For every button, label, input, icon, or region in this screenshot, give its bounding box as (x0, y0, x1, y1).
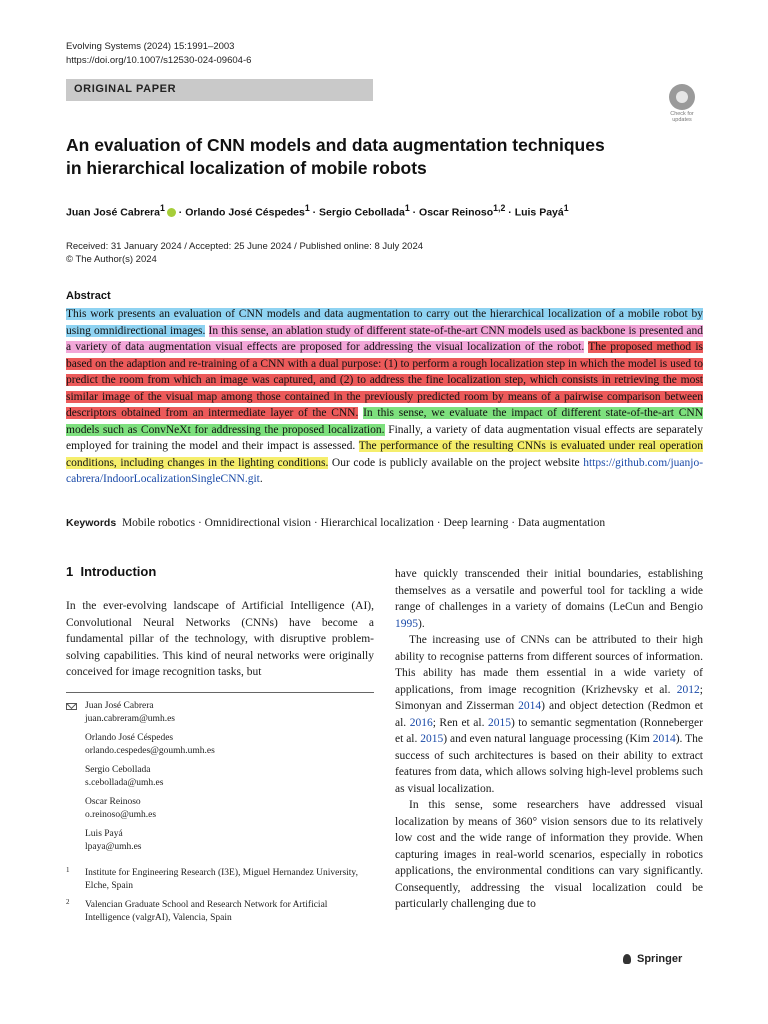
section-heading: 1 Introduction (66, 564, 157, 579)
doi-link[interactable]: https://doi.org/10.1007/s12530-024-09604-6 (66, 55, 252, 66)
check-for-updates-badge[interactable] (660, 84, 704, 126)
author-contact: Luis Payá lpaya@umh.es (66, 828, 374, 853)
author-name[interactable]: Oscar Reinoso (419, 206, 494, 219)
author-contact: Juan José Cabrera juan.cabreram@umh.es (66, 700, 374, 725)
highlight-sentence: In this sense, an ablation study of different state-of-the-art CNN models used as backbone is presented and a variety of data augmentation visual effects are proposed for addressing the visual localization of the robot. (66, 324, 704, 353)
intro-right-column (395, 566, 703, 913)
author-contact: Sergio Cebollada s.cebollada@umh.es (66, 764, 374, 789)
author-affiliations (66, 700, 374, 931)
author-name[interactable]: Orlando José Céspedes (185, 206, 305, 219)
author-contact: Oscar Reinoso o.reinoso@umh.es (66, 796, 374, 821)
author-name[interactable]: Luis Payá (514, 206, 564, 219)
check-updates-icon (669, 84, 695, 110)
paper-title: An evaluation of CNN models and data augmentation techniques in hierarchical localization of mobile robots (66, 135, 605, 178)
paragraph: have quickly transcended their initial boundaries, establishing themselves as a versatile and powerful tool for tackling a wide range of challenges in a variety of domains (LeCun and Bengio 1995). (395, 568, 703, 630)
springer-horse-icon (622, 953, 633, 965)
highlight-sentence: The proposed method is based on the adaption and re-training of a CNN with a dual purpose: (1) to perform a rough localization step in which the model is used to predict the room from which an image was captured, and (2) to address the fine localization step, which consists in retrieving the most similar image of the visual map among those contained in the previously predicted room by means of a pairwise comparison between descriptors obtained from an intermediate layer of the CNN. (66, 341, 704, 419)
keywords-label: Keywords (66, 517, 117, 529)
email-link[interactable]: o.reinoso@umh.es (85, 809, 157, 820)
email-link[interactable]: s.cebollada@umh.es (85, 777, 164, 788)
badge-label: Check for updates (670, 111, 694, 123)
citation-link[interactable]: 1995 (395, 617, 418, 630)
email-link[interactable]: orlando.cespedes@goumh.umh.es (85, 745, 215, 756)
highlight-sentence: The performance of the resulting CNNs is evaluated under real operation conditions, including changes in the lighting conditions. (66, 440, 704, 469)
footnote-divider (66, 692, 374, 693)
envelope-icon (66, 703, 77, 710)
highlight-sentence: In this sense, we evaluate the impact of different state-of-the-art CNN models such as ConvNeXt for addressing the proposed localization. (66, 407, 703, 436)
paragraph: The increasing use of CNNs can be attributed to their high ability to recognise patterns from different sources of information. This ability has made them essential in a wide variety of applications, from image recognition (Krizhevsky et al. 2012; Simonyan and Zisserman 2014) and object detection (Redmon et al. 2016; Ren et al. 2015) to semantic segmentation (Ronneberger et al. 2015) and even natural language processing (Kim 2014). The success of such architectures is based on their ability to extract features from data, which allows solving high-level problems such as visual localization. (395, 634, 703, 795)
publisher-logo: Springer (622, 953, 682, 965)
author-name[interactable]: Sergio Cebollada (319, 206, 405, 219)
author-contact: Orlando José Céspedes orlando.cespedes@goumh.umh.es (66, 732, 374, 757)
intro-left-column (66, 598, 374, 681)
journal-citation: Evolving Systems (2024) 15:1991–2003 (66, 41, 235, 52)
institution-1: 1 Institute for Engineering Research (I3E), Miguel Hernandez University, Elche, Spain (66, 866, 358, 891)
author-name[interactable]: Juan José Cabrera (66, 206, 160, 219)
citation-link[interactable]: 2015 (487, 716, 511, 729)
citation-link[interactable]: 2014 (518, 700, 542, 712)
orcid-icon[interactable] (167, 208, 176, 217)
code-repository-link[interactable]: https://github.com/juanjo-cabrera/IndoorLocalizationSingleCNN.git (66, 456, 704, 485)
publication-dates: Received: 31 January 2024 / Accepted: 25 June 2024 / Published online: 8 July 2024 © The Author(s) 2024 (66, 241, 424, 265)
email-link[interactable]: lpaya@umh.es (85, 841, 142, 852)
email-link[interactable]: juan.cabreram@umh.es (85, 713, 175, 724)
section-label-bar (66, 79, 373, 101)
abstract-heading: Abstract (66, 290, 111, 302)
author-list: Juan José Cabrera$^1$ · Orlando José Céspedes$^1$ · Sergio Cebollada$^1$ · Oscar Reinoso$^{1,2}$ · Luis Payá$^1$ (66, 203, 569, 219)
institution-2: 2 Valencian Graduate School and Research Network for Artificial Intelligence (valgrAI), Valencia, Spain (66, 898, 328, 923)
citation-link[interactable]: 2015 (420, 733, 444, 745)
paragraph: In the ever-evolving landscape of Artificial Intelligence (AI), Convolutional Neural Networks (CNNs) have become a fundamental pillar of the technology, with disruptive problem-solving capabilities. This kind of neural networks were originally conceived for image recognition tasks, but (66, 600, 374, 678)
keywords-line (66, 517, 706, 529)
highlight-sentence: This work presents an evaluation of CNN models and data augmentation to carry out the hierarchical localization of a mobile robot by using omnidirectional images. (66, 308, 703, 337)
section-label: ORIGINAL PAPER (74, 83, 177, 95)
citation-link[interactable]: 2012 (676, 683, 700, 696)
citation-link[interactable]: 2014 (652, 733, 676, 745)
keywords-list: Mobile robotics · Omnidirectional vision · Hierarchical localization · Deep learning · Data augmentation (121, 517, 606, 529)
citation-link[interactable]: 2016 (409, 716, 433, 729)
abstract-body: This work presents an evaluation of CNN models and data augmentation to carry out the hierarchical localization of a mobile robot by using omnidirectional images. In this sense, an ablation study of different state-of-the-art CNN models used as backbone is presented and a variety of data augmentation visual effects are proposed for addressing the visual localization of the robot. The proposed method is based on the adaption and re-training of a CNN with a dual purpose: (1) to perform a rough localization step in which the model is used to predict the room from which an image was captured, and (2) to address the fine localization step, which consists in retrieving the most similar image of the visual map among those contained in the previously predicted room by means of a pairwise comparison between descriptors obtained from an intermediate layer of the CNN. In this sense, we evaluate the impact of different state-of-the-art CNN models such as ConvNeXt for addressing the proposed localization. Finally, a variety of data augmentation visual effects are separately employed for training the model and their impact is assessed. The performance of the resulting CNNs is evaluated under real operation conditions, including changes in the lighting conditions. Our code is publicly available on the project website https://github.com/juanjo-cabrera/IndoorLocalizationSingleCNN.git. (66, 308, 704, 485)
paragraph: In this sense, some researchers have addressed visual localization by means of 360° vision sensors due to its relatively low cost and the wide range of information they provide. When capturing images in real-world scenarios, especially in robotics applications, the environmental conditions can vary significantly. Consequently, addressing the visual localization could be particularly challenging due to (395, 799, 703, 910)
